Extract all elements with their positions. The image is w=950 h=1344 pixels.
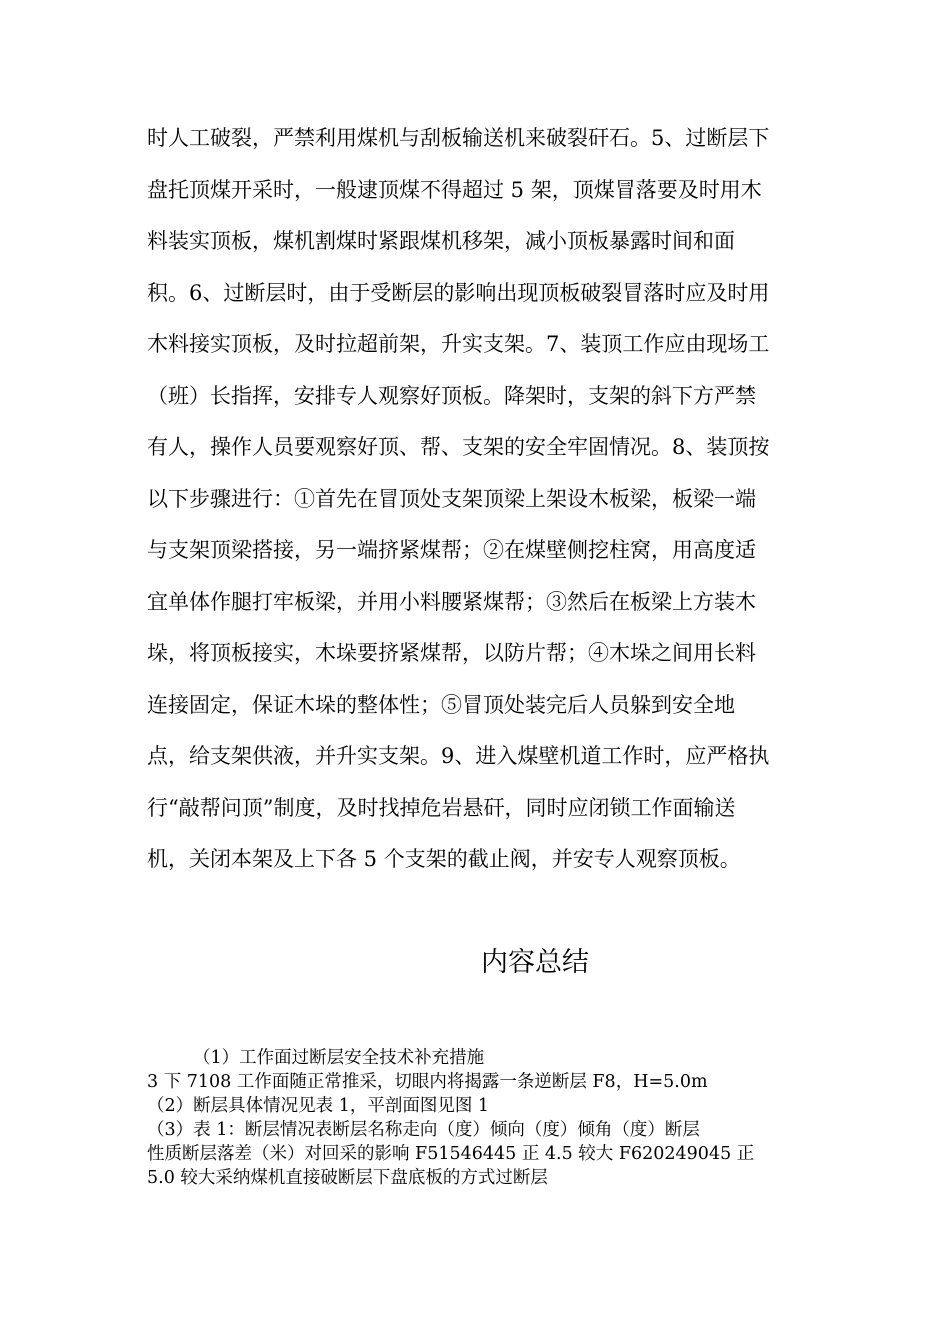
body-line: 与支架顶梁搭接，另一端挤紧煤帮；②在煤壁侧挖柱窝，用高度适 xyxy=(147,538,756,562)
body-line: 料装实顶板，煤机割煤时紧跟煤机移架，减小顶板暴露时间和面 xyxy=(147,229,735,253)
summary-line: 性质断层落差（米）对回采的影响 F51546445 正 4.5 较大 F620249045 正 xyxy=(147,1144,755,1164)
body-line: 木料接实顶板，及时拉超前架，升实支架。7、装顶工作应由现场工 xyxy=(147,332,770,356)
summary-line: （3）表 1：断层情况表断层名称走向（度）倾向（度）倾角（度）断层 xyxy=(147,1120,700,1140)
body-line: 点，给支架供液，并升实支架。9、进入煤壁机道工作时，应严格执 xyxy=(147,744,770,768)
body-line: 行“敲帮问顶”制度，及时找掉危岩悬矸，同时应闭锁工作面输送 xyxy=(147,796,736,820)
body-line: 时人工破裂，严禁利用煤机与刮板输送机来破裂矸石。5、过断层下 xyxy=(147,126,770,150)
body-line: 盘托顶煤开采时，一般逮顶煤不得超过 5 架，顶煤冒落要及时用木 xyxy=(147,178,762,202)
summary-line: 5.0 较大采纳煤机直接破断层下盘底板的方式过断层 xyxy=(147,1168,548,1188)
body-line: 积。6、过断层时，由于受断层的影响出现顶板破裂冒落时应及时用 xyxy=(147,281,770,305)
summary-line: （1）工作面过断层安全技术补充措施 xyxy=(193,1048,485,1068)
body-line: 连接固定，保证木垛的整体性；⑤冒顶处装完后人员躲到安全地 xyxy=(147,693,735,717)
summary-title: 内容总结 xyxy=(481,947,589,978)
summary-line: 3 下 7108 工作面随正常推采，切眼内将揭露一条逆断层 F8，H=5.0m xyxy=(147,1072,708,1092)
body-line: 垛，将顶板接实，木垛要挤紧煤帮，以防片帮；④木垛之间用长料 xyxy=(147,641,756,665)
body-line: （班）长指挥，安排专人观察好顶板。降架时，支架的斜下方严禁 xyxy=(147,384,756,408)
body-line: 有人，操作人员要观察好顶、帮、支架的安全牢固情况。8、装顶按 xyxy=(147,435,770,459)
summary-line: （2）断层具体情况见表 1，平剖面图见图 1 xyxy=(147,1096,490,1116)
body-line: 机，关闭本架及上下各 5 个支架的截止阀，并安专人观察顶板。 xyxy=(147,847,741,871)
body-line: 以下步骤进行：①首先在冒顶处支架顶梁上架设木板梁，板梁一端 xyxy=(147,487,756,511)
body-line: 宜单体作腿打牢板梁，并用小料腰紧煤帮；③然后在板梁上方装木 xyxy=(147,590,756,614)
